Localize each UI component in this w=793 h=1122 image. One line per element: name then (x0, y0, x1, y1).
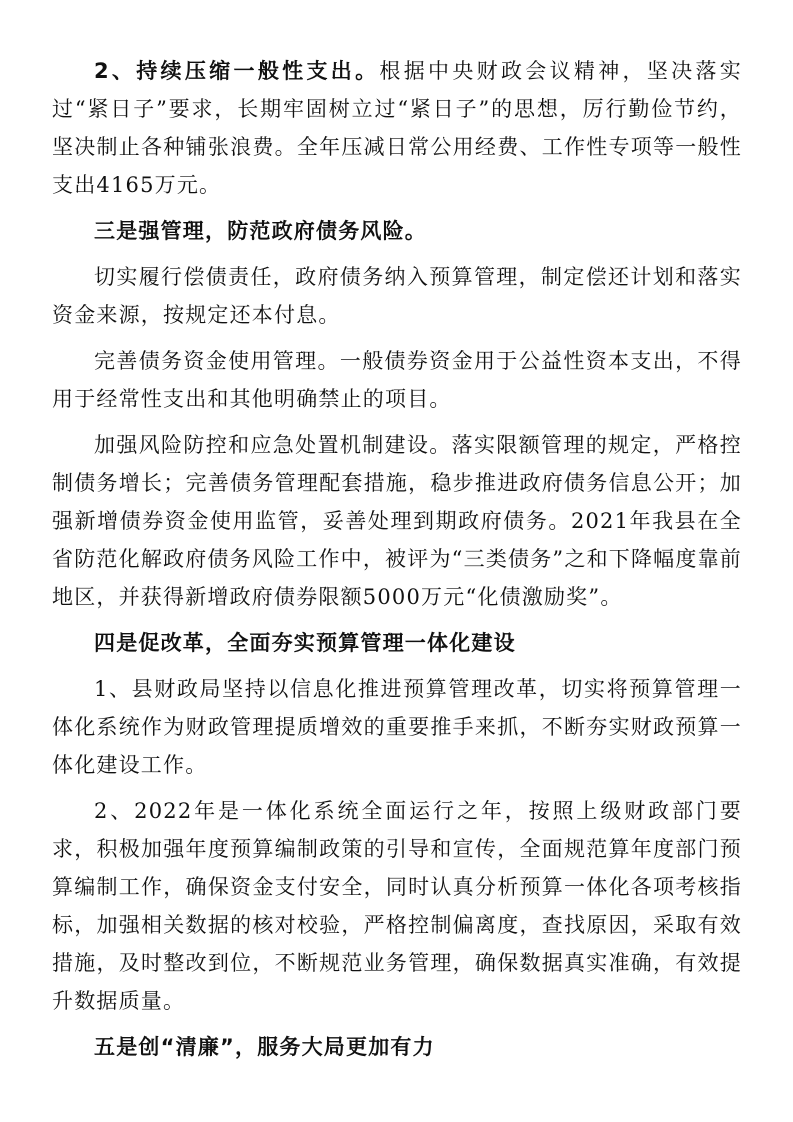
paragraph-risk-control: 加强风险防控和应急处置机制建设。落实限额管理的规定，严格控制债务增长；完善债务管理配套措施，稳步推进政府债务信息公开；加强新增债券资金使用监管，妥善处理到期政府债务。2021年我县在全省防范化解政府债务风险工作中，被评为“三类债务”之和下降幅度靠前地区，并获得新增政府债券限额5000万元“化债激励奖”。 (52, 433, 742, 609)
section-heading-debt-risk: 三是强管理，防范政府债务风险。 (94, 219, 427, 243)
paragraph-lead: 2、持续压缩一般性支出。 (94, 59, 380, 83)
paragraph-debt-fund-usage: 完善债务资金使用管理。一般债券资金用于公益性资本支出，不得用于经常性支出和其他明确禁止的项目。 (52, 349, 742, 411)
paragraph-debt-responsibility: 切实履行偿债责任，政府债务纳入预算管理，制定偿还计划和落实资金来源，按规定还本付息。 (52, 265, 742, 327)
document-page (52, 52, 742, 1074)
paragraph-reform-item-1: 1、县财政局坚持以信息化推进预算管理改革，切实将预算管理一体化系统作为财政管理提质增效的重要推手来抓，不断夯实财政预算一体化建设工作。 (52, 677, 742, 777)
section-heading-integrity: 五是创“清廉”，服务大局更加有力 (94, 1035, 435, 1059)
paragraph-reduce-spending (52, 52, 742, 204)
section-heading-reform: 四是促改革，全面夯实预算管理一体化建设 (94, 631, 516, 655)
paragraph-reform-item-2: 2、2022年是一体化系统全面运行之年，按照上级财政部门要求，积极加强年度预算编制政策的引导和宣传，全面规范算年度部门预算编制工作，确保资金支付安全，同时认真分析预算一体化各项考核指标，加强相关数据的核对校验，严格控制偏离度，查找原因，采取有效措施，及时整改到位，不断规范业务管理，确保数据真实准确，有效提升数据质量。 (52, 799, 742, 1013)
paragraph-body: 根据中央财政会议精神，坚决落实过“紧日子”要求，长期牢固树立过“紧日子”的思想，厉行勤俭节约，坚决制止各种铺张浪费。全年压减日常公用经费、工作性专项等一般性支出4165万元。 (52, 59, 742, 197)
